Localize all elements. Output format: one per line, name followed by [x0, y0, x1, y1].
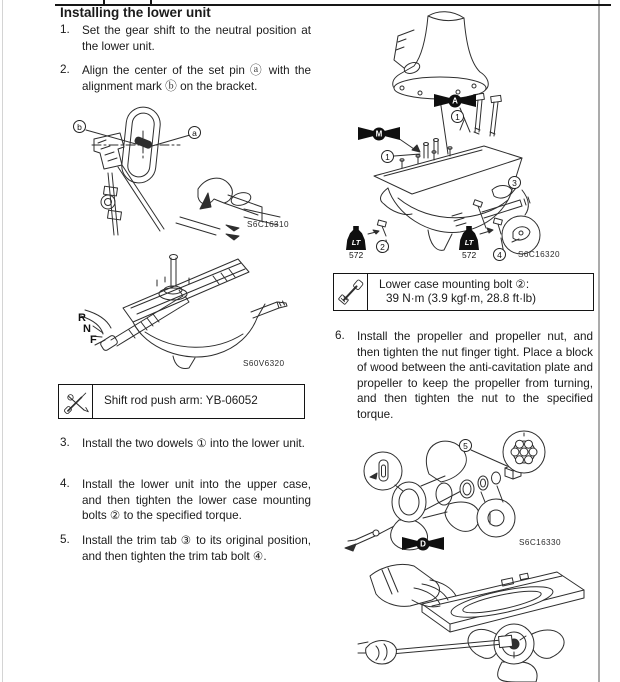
step-text: Align the center of the set pin ⓐ with the alignment mark ⓑ on the bracket.	[82, 64, 311, 93]
callout-3-label: 3	[512, 177, 517, 188]
figure-code: S60V6320	[243, 359, 285, 368]
callout-1	[451, 110, 464, 123]
figure-code: S6C16310	[247, 220, 289, 229]
step-5	[60, 533, 311, 564]
callout-4-label: 4	[497, 249, 502, 260]
special-tool-text: Shift rod push arm: YB-06052	[104, 394, 258, 408]
shift-label-n: N	[83, 323, 91, 335]
shift-label-f: F	[90, 334, 97, 346]
callout-b-label: b	[77, 121, 82, 132]
sealant-symbol-a	[434, 94, 476, 107]
step-1	[60, 23, 311, 54]
sealant-a-letter: A	[449, 94, 462, 107]
special-tool-icon	[59, 385, 93, 418]
page-title: Installing the lower unit	[60, 5, 211, 20]
step-3	[60, 436, 311, 452]
callout-2-label: 2	[380, 241, 385, 252]
loctite-number: 572	[462, 250, 477, 260]
callout-4	[493, 248, 506, 261]
callout-2	[376, 240, 389, 253]
step-text: Install the lower unit into the upper case, and then tighten the lower case mounting bolts ② to the specified torque.	[82, 478, 311, 523]
step-number: 5.	[60, 533, 70, 546]
step-4	[60, 477, 311, 524]
loctite-label: LT	[351, 238, 361, 247]
shift-rod-drawing	[45, 246, 295, 372]
torque-spec-line1: Lower case mounting bolt ②:	[379, 277, 530, 291]
figure-code: S6C16330	[519, 538, 561, 547]
sealant-d-letter: D	[417, 537, 430, 550]
step-number: 6.	[335, 329, 345, 342]
top-table-tick	[150, 0, 152, 4]
shift-label-r: R	[78, 312, 86, 324]
figure-shift-rod	[45, 246, 295, 372]
figure-tighten-propeller-nut	[352, 560, 600, 682]
sealant-symbol-d	[402, 537, 444, 550]
step-number: 4.	[60, 477, 70, 490]
step-text: Install the trim tab ③ to its original position, and then tighten the trim tab bolt ④.	[82, 534, 311, 563]
loctite-number: 572	[349, 250, 364, 260]
callout-a-label: a	[192, 127, 197, 138]
step-number: 2.	[60, 63, 70, 76]
callout-1	[381, 150, 394, 163]
step-text: Set the gear shift to the neutral position at the lower unit.	[82, 24, 311, 53]
figure-propeller-exploded	[333, 428, 595, 560]
figure-bracket-alignment	[48, 103, 298, 243]
step-6	[335, 329, 593, 423]
sealant-m-letter: M	[373, 127, 386, 140]
callout-1-label: 1	[455, 111, 460, 122]
loctite-label: LT	[464, 238, 474, 247]
figure-lower-unit-exploded	[332, 4, 596, 266]
step-number: 1.	[60, 23, 70, 36]
figure-code: S6C16320	[518, 250, 560, 259]
top-table-tick	[103, 0, 105, 4]
page-left-edge	[2, 0, 3, 682]
callout-1-label: 1	[385, 151, 390, 162]
loctite-bottle-icon	[346, 226, 366, 250]
torque-spec-line2: 39 N·m (3.9 kgf·m, 28.8 ft·lb)	[386, 292, 537, 305]
tighten-propeller-drawing	[352, 560, 600, 682]
callout-3	[508, 176, 521, 189]
callout-5	[459, 439, 472, 452]
callout-b	[73, 120, 86, 133]
special-tool-box	[58, 384, 305, 419]
callout-a	[188, 126, 201, 139]
step-text: Install the two dowels ① into the lower unit.	[82, 437, 305, 450]
loctite-bottle-icon	[459, 226, 479, 250]
sealant-symbol-m	[358, 127, 400, 140]
callout-5-label: 5	[463, 440, 468, 451]
step-2	[60, 63, 311, 94]
torque-wrench-icon	[334, 274, 368, 310]
torque-spec-box	[333, 273, 594, 311]
step-text: Install the propeller and propeller nut, and then tighten the nut finger tight. Place a block of wood between the anti-cavitation plate and propeller to keep the propeller from turning, and then tighten the nut to the specified torque.	[357, 330, 593, 421]
step-number: 3.	[60, 436, 70, 449]
